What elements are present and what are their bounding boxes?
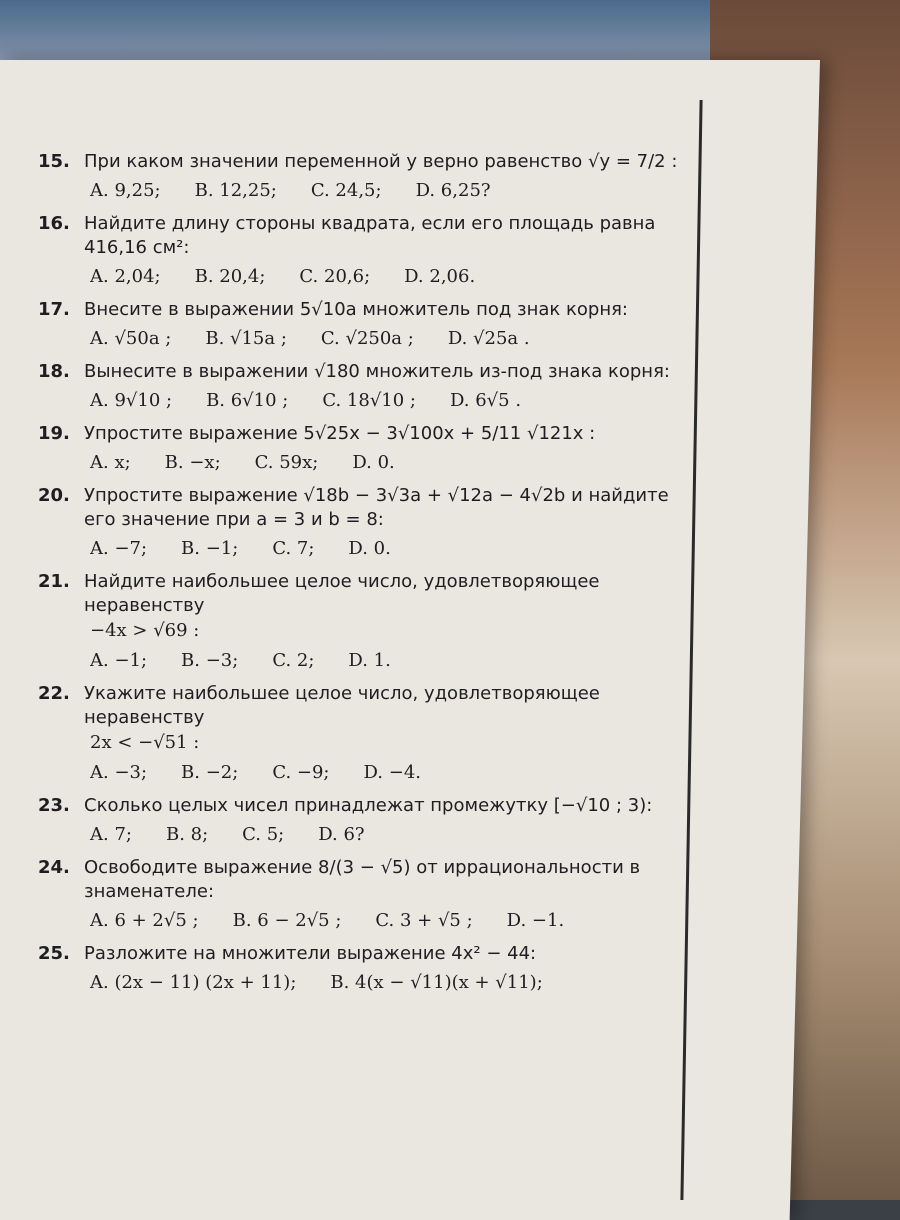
question-text: Вынесите в выражении √180 множитель из-под знака корня: [84,361,670,382]
answer-option: C. −9; [272,762,330,783]
answer-option: A. 6 + 2√5 ; [90,910,199,931]
question-2 [38,298,688,352]
question-1 [38,212,688,290]
question-text: При каком значении переменной y верно равенство √y = 7/2 : [84,151,678,172]
question-number: 21. [38,571,70,592]
answer-options [38,178,688,204]
answer-option: D. 1. [348,650,391,671]
answer-option: D. 0. [348,538,391,559]
question-text: Сколько целых чисел принадлежат промежутку [−√10 ; 3): [84,795,653,816]
question-expression: −4x > √69 : [90,620,200,641]
question-6 [38,570,688,674]
question-number: 19. [38,423,70,444]
answer-option: B. −2; [181,762,239,783]
question-number: 22. [38,683,70,704]
answer-option: C. √250a ; [320,328,414,349]
answer-options [38,264,688,290]
answer-option: B. 12,25; [194,180,277,201]
question-text: Найдите длину стороны квадрата, если его площадь равна 416,16 см²: [84,213,656,258]
answer-options [38,970,688,996]
question-9 [38,856,688,934]
answer-option: A. √50a ; [90,328,172,349]
question-10 [38,942,688,996]
question-text: Разложите на множители выражение 4x² − 44: [84,943,537,964]
answer-option: D. 6? [318,824,365,845]
answer-option: A. 9√10 ; [90,390,173,411]
question-row [38,794,688,818]
answer-option: C. 3 + √5 ; [375,910,473,931]
question-number: 23. [38,795,70,816]
answer-options [38,450,688,476]
question-7 [38,682,688,786]
answer-option: B. −x; [164,452,221,473]
question-row [38,422,688,446]
question-row [38,942,688,966]
answer-option: C. 59x; [254,452,319,473]
answer-options [38,326,688,352]
answer-option: C. 5; [242,824,285,845]
question-row [38,212,688,260]
answer-option: B. −1; [181,538,239,559]
answer-option: B. 6 − 2√5 ; [232,910,342,931]
answer-option: A. 2,04; [90,266,161,287]
answer-option: A. 9,25; [90,180,161,201]
question-list [38,150,688,1004]
answer-option: D. 6,25? [415,180,491,201]
answer-option: B. 8; [165,824,209,845]
answer-option: B. 4(x − √11)(x + √11); [330,972,543,993]
answer-option: A. x; [90,452,131,473]
question-row [38,682,688,730]
answer-option: D. 6√5 . [450,390,522,411]
answer-option: D. 2,06. [404,266,476,287]
question-row [38,856,688,904]
question-5 [38,484,688,562]
question-0 [38,150,688,204]
answer-option: A. (2x − 11) (2x + 11); [90,972,297,993]
question-number: 17. [38,299,70,320]
answer-options [38,648,688,674]
answer-option: D. −4. [363,762,422,783]
answer-option: D. 0. [352,452,395,473]
answer-option: B. 6√10 ; [206,390,289,411]
question-number: 18. [38,361,70,382]
answer-option: B. −3; [181,650,239,671]
question-row [38,298,688,322]
question-row [38,360,688,384]
answer-option: C. 18√10 ; [322,390,416,411]
answer-options [38,760,688,786]
answer-option: D. −1. [506,910,565,931]
question-number: 25. [38,943,70,964]
answer-option: C. 20,6; [299,266,371,287]
question-text: Найдите наибольшее целое число, удовлетворяющее неравенству [84,571,600,616]
answer-option: B. √15a ; [205,328,287,349]
question-text: Укажите наибольшее целое число, удовлетворяющее неравенству [84,683,600,728]
answer-options [38,822,688,848]
question-number: 20. [38,485,70,506]
question-row [38,484,688,532]
question-text: Освободите выражение 8/(3 − √5) от иррациональности в знаменателе: [84,857,641,902]
answer-option: C. 2; [272,650,315,671]
answer-option: B. 20,4; [194,266,266,287]
answer-option: A. 7; [90,824,132,845]
answer-option: A. −1; [90,650,148,671]
answer-options [38,908,688,934]
answer-option: C. 24,5; [310,180,382,201]
question-number: 24. [38,857,70,878]
question-text: Внесите в выражении 5√10a множитель под знак корня: [84,299,628,320]
question-4 [38,422,688,476]
answer-option: A. −7; [90,538,148,559]
question-text: Упростите выражение √18b − 3√3a + √12a − 4√2b и найдите его значение при a = 3 и b = 8: [84,485,669,530]
answer-options [38,388,688,414]
question-row [38,150,688,174]
question-text: Упростите выражение 5√25x − 3√100x + 5/11 √121x : [84,423,596,444]
answer-option: C. 7; [272,538,315,559]
question-number: 16. [38,213,70,234]
question-3 [38,360,688,414]
question-expression: 2x < −√51 : [90,732,200,753]
question-8 [38,794,688,848]
question-row [38,570,688,618]
answer-option: D. √25a . [447,328,530,349]
answer-option: A. −3; [90,762,148,783]
question-number: 15. [38,151,70,172]
answer-options [38,536,688,562]
